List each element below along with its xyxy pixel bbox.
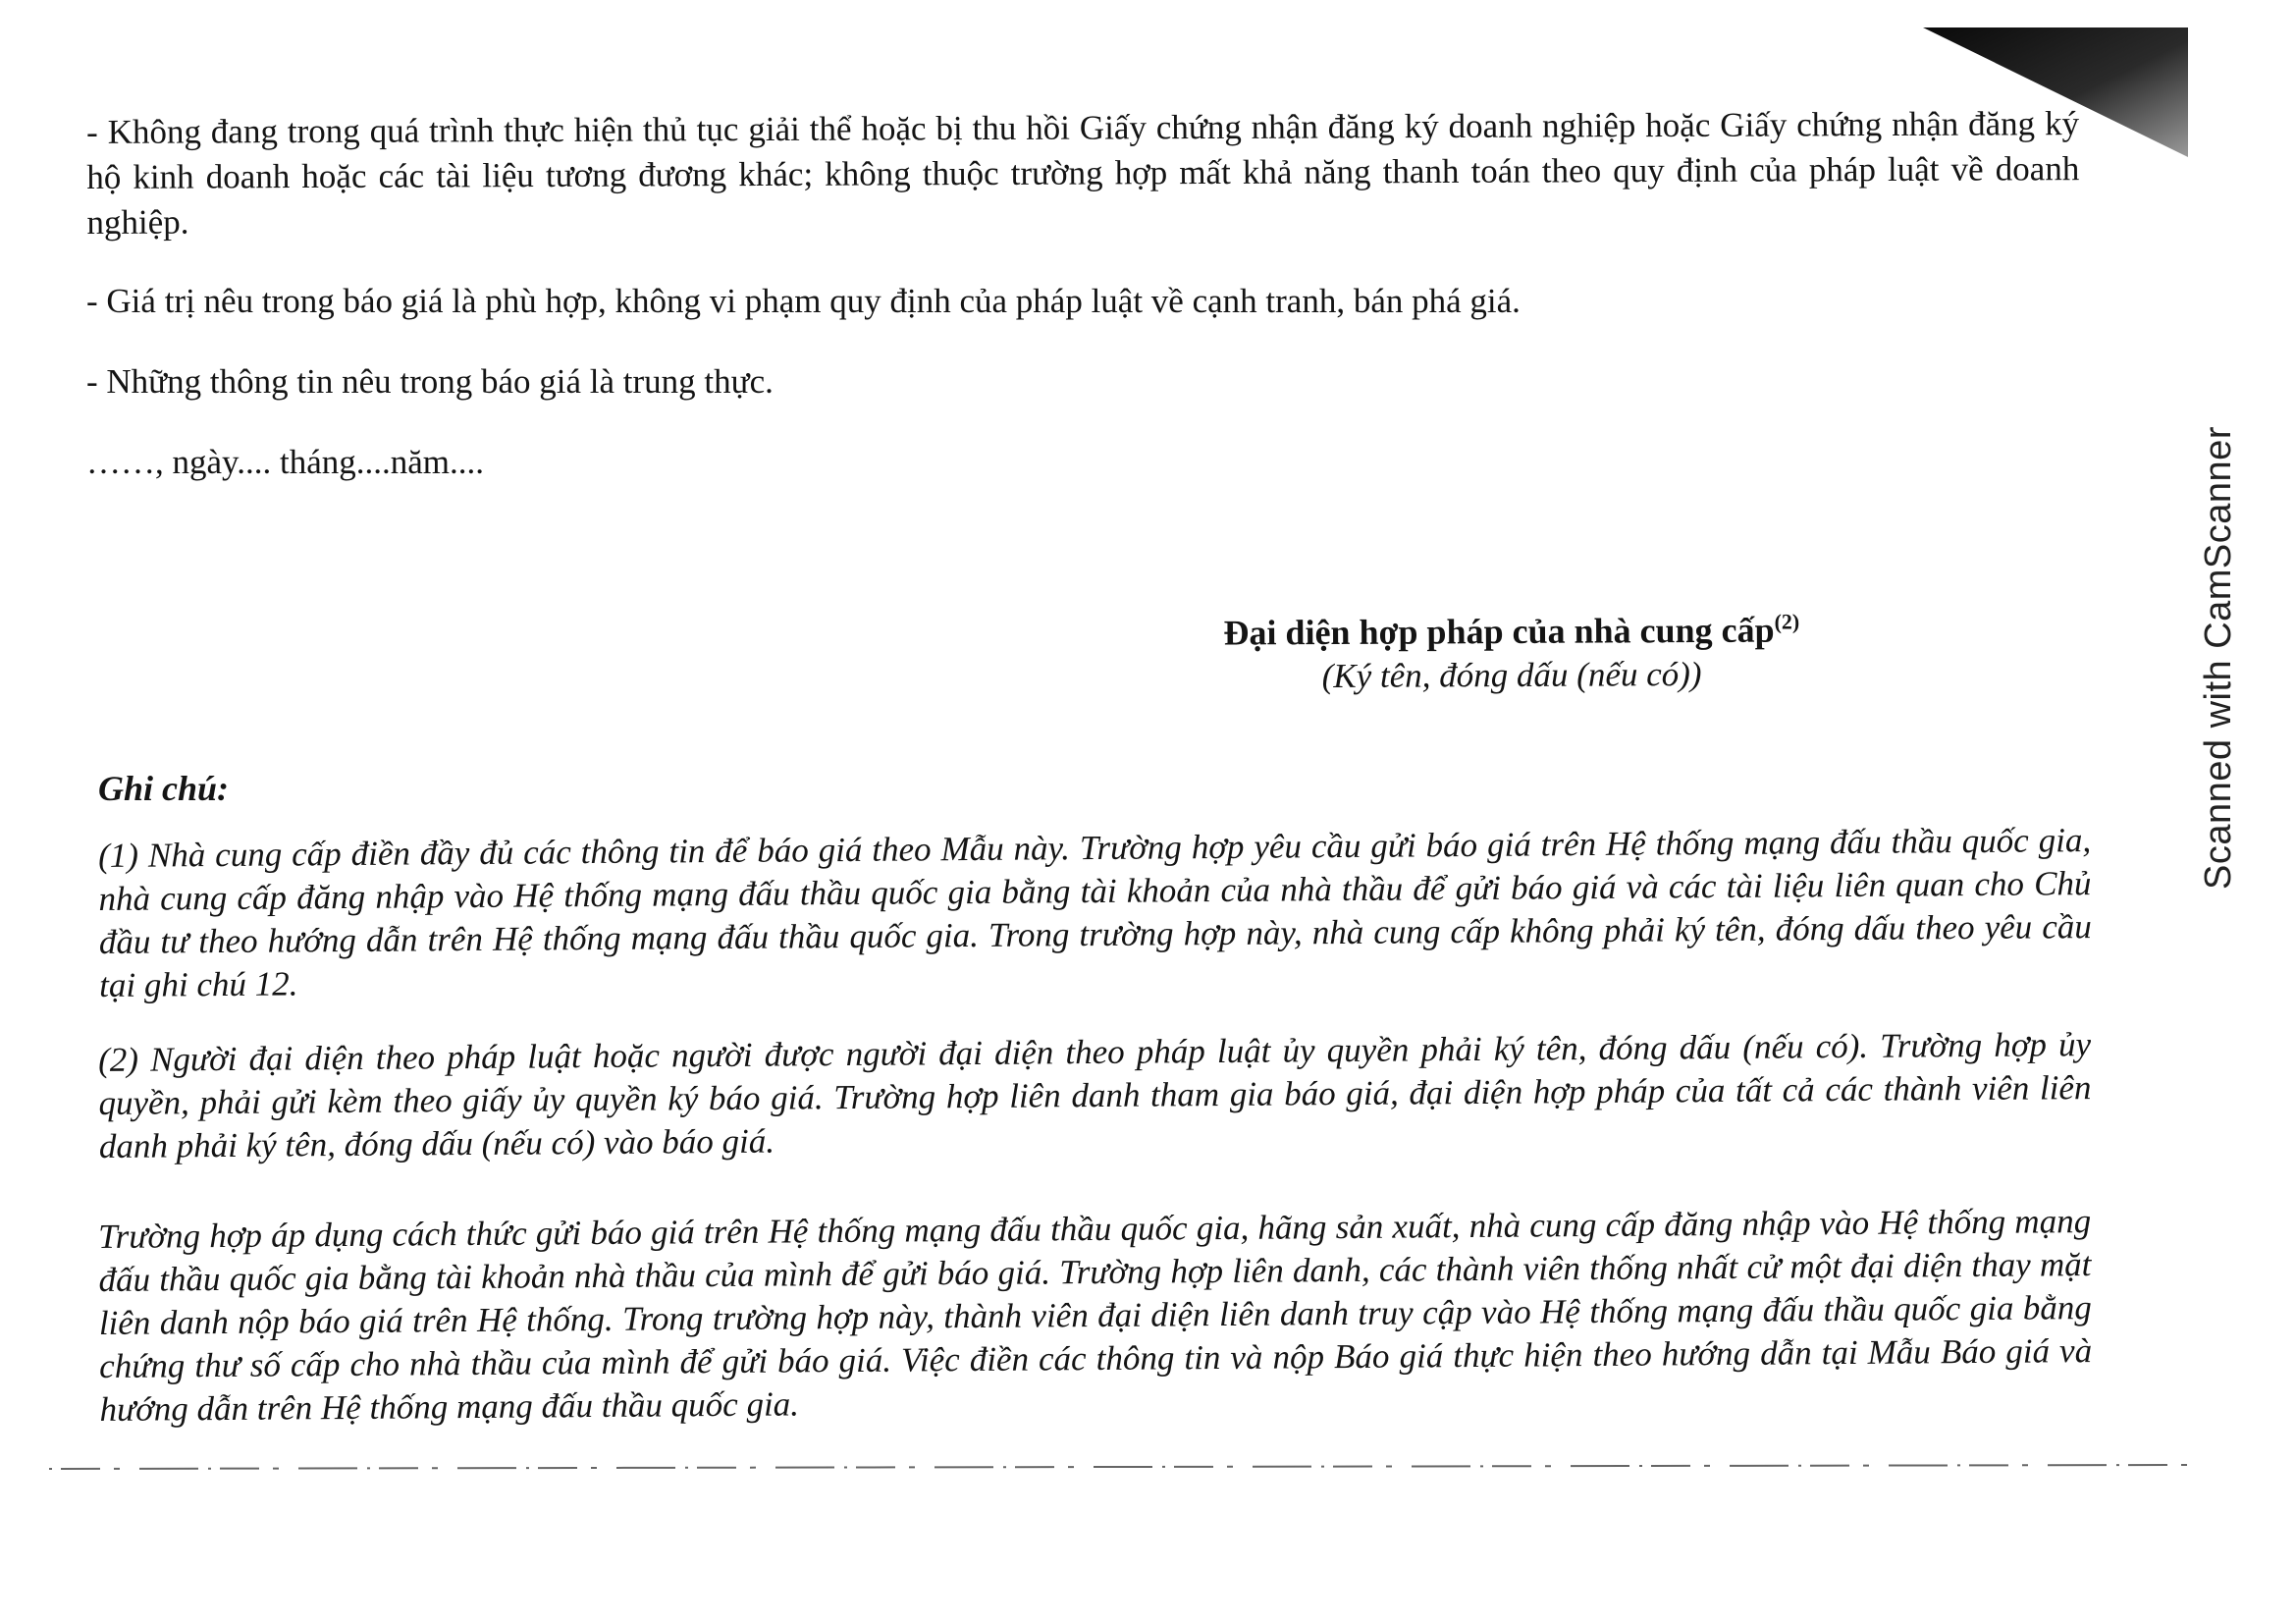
body-paragraph-dissolution: - Không đang trong quá trình thực hiện thủ tục giải thể hoặc bị thu hồi Giấy chứng nhận đăng ký doanh nghiệp hoặc Giấy chứng nhận đăng ký hộ kinh doanh hoặc các tài liệu tương đương khác; không thuộc trường hợp mất khả năng thanh toán theo quy định của pháp luật về doanh nghiệp. bbox=[86, 104, 2080, 242]
body-paragraph-price-value: - Giá trị nêu trong báo giá là phù hợp, không vi phạm quy định của pháp luật về cạnh tranh, bán phá giá. bbox=[86, 282, 1521, 320]
body-paragraph-truthful: - Những thông tin nêu trong báo giá là trung thực. bbox=[86, 362, 774, 401]
signature-instruction: (Ký tên, đóng dấu (nếu có)) bbox=[1321, 654, 1702, 696]
date-line: ……, ngày.... tháng....năm.... bbox=[86, 443, 485, 481]
note-item-3: Trường hợp áp dụng cách thức gửi báo giá trên Hệ thống mạng đấu thầu quốc gia, hãng sản xuất, nhà cung cấp đăng nhập vào Hệ thống mạng đấu thầu quốc gia bằng tài khoản nhà thầu của mình để gửi báo giá. Trường hợp liên danh, các thành viên thống nhất cử một đại diện thay mặt liên danh nộp báo giá trên Hệ thống. Trong trường hợp này, thành viên đại diện liên danh truy cập vào Hệ thống mạng đấu thầu quốc gia bằng chứng thư số cấp cho nhà thầu của mình để gửi báo giá. Việc điền các thông tin và nộp Báo giá thực hiện theo hướng dẫn tại Mẫu Báo giá và hướng dẫn trên Hệ thống mạng đấu thầu quốc gia. bbox=[98, 1202, 2093, 1429]
notes-heading: Ghi chú: bbox=[98, 769, 230, 808]
signature-block bbox=[1080, 607, 1944, 700]
camscanner-watermark: Scanned with CamScanner bbox=[2198, 426, 2239, 890]
signature-title bbox=[1080, 607, 1944, 657]
dotted-page-edge-line bbox=[49, 1463, 2189, 1473]
footnote-ref: (2) bbox=[1774, 609, 1800, 634]
note-item-2: (2) Người đại diện theo pháp luật hoặc người được người đại diện theo pháp luật ủy quyền phải ký tên, đóng dấu (nếu có). Trường hợp ủy quyền, phải gửi kèm theo giấy ủy quyền ký báo giá. Trường hợp liên danh tham gia báo giá, đại diện hợp pháp của tất cả các thành viên liên danh phải ký tên, đóng dấu (nếu có) vào báo giá. bbox=[98, 1025, 2092, 1165]
signature-title-text: Đại diện hợp pháp của nhà cung cấp bbox=[1223, 610, 1775, 653]
note-item-1: (1) Nhà cung cấp điền đầy đủ các thông tin để báo giá theo Mẫu này. Trường hợp yêu cầu gửi báo giá trên Hệ thống mạng đấu thầu quốc gia, nhà cung cấp đăng nhập vào Hệ thống mạng đấu thầu quốc gia bằng tài khoản của nhà thầu để gửi báo giá và các tài liệu liên quan cho Chủ đầu tư theo hướng dẫn trên Hệ thống mạng đấu thầu quốc gia. Trong trường hợp này, nhà cung cấp không phải ký tên, đóng dấu theo yêu cầu tại ghi chú 12. bbox=[98, 821, 2092, 1004]
